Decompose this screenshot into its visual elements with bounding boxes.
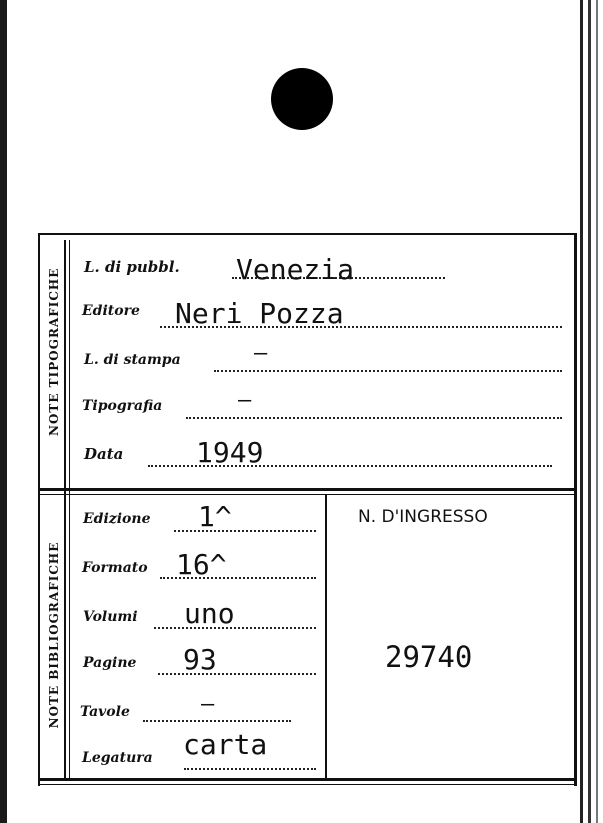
card-right-edge-2 xyxy=(588,0,591,823)
luogo-value: Venezia xyxy=(236,253,355,286)
ingresso-title: N. D'INGRESSO xyxy=(358,507,488,527)
tavole-dots xyxy=(143,720,291,722)
tipografia-label: Tipografia xyxy=(82,398,163,414)
frame-bottom-line xyxy=(38,778,575,781)
edizione-value: 1^ xyxy=(198,500,232,533)
edizione-label: Edizione xyxy=(83,511,151,527)
pagine-dots xyxy=(158,673,316,675)
stampa-value: – xyxy=(254,341,268,366)
stampa-label: L. di stampa xyxy=(84,352,181,368)
formato-label: Formato xyxy=(82,560,148,576)
pagine-label: Pagine xyxy=(83,655,137,671)
frame-left-line-3 xyxy=(69,240,70,780)
note-tipografiche-label: NOTE TIPOGRAFICHE xyxy=(47,267,61,436)
legatura-dots xyxy=(184,768,316,770)
punch-hole xyxy=(271,68,333,130)
volumi-label: Volumi xyxy=(83,609,138,625)
tipografia-value: – xyxy=(238,388,252,413)
tavole-label: Tavole xyxy=(80,704,130,720)
frame-left-line xyxy=(38,233,40,786)
ingresso-number: 29740 xyxy=(385,640,473,674)
card-left-edge xyxy=(0,0,7,823)
volumi-value: uno xyxy=(184,597,235,630)
editore-value: Neri Pozza xyxy=(175,297,344,330)
note-bibliografiche-label: NOTE BIBLIOGRAFICHE xyxy=(47,541,61,729)
tipografia-dots xyxy=(186,417,562,419)
card-right-edge-3 xyxy=(596,0,598,823)
legatura-value: carta xyxy=(183,728,268,761)
stampa-dots xyxy=(214,370,562,372)
luogo-label: L. di pubbl. xyxy=(84,258,180,276)
data-label: Data xyxy=(84,445,124,463)
frame-right-line xyxy=(574,233,577,786)
frame-left-line-2 xyxy=(64,240,66,780)
data-value: 1949 xyxy=(196,436,264,469)
pagine-value: 93 xyxy=(183,643,217,676)
card-right-edge xyxy=(580,0,583,823)
ingresso-divider xyxy=(325,494,327,780)
frame-bottom-line-thin xyxy=(38,784,575,785)
volumi-dots xyxy=(154,627,316,629)
section-divider xyxy=(38,488,575,491)
section-divider-thin xyxy=(38,494,575,495)
frame-top-line xyxy=(38,233,575,235)
legatura-label: Legatura xyxy=(82,750,153,766)
tavole-value: – xyxy=(201,692,215,717)
formato-value: 16^ xyxy=(176,548,227,581)
editore-label: Editore xyxy=(82,303,140,319)
edizione-dots xyxy=(174,530,316,532)
